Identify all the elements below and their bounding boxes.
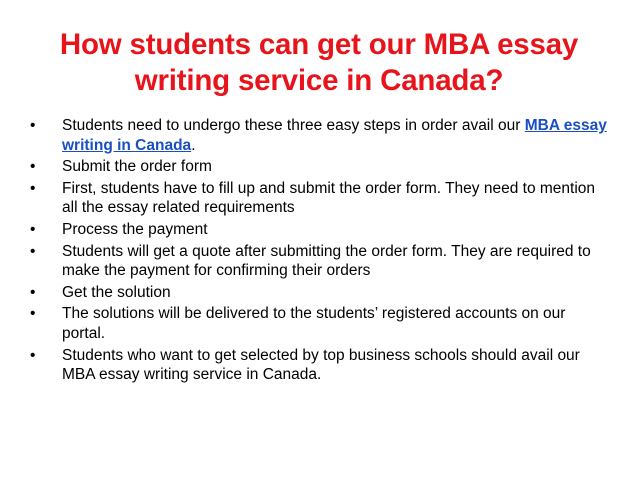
- bullet-icon: •: [30, 305, 36, 323]
- bullet-icon: •: [30, 179, 36, 197]
- list-item-text: Submit the order form: [62, 158, 212, 176]
- mba-essay-writing-link[interactable]: MBA essay writing in Canada: [62, 117, 607, 154]
- list-item: [30, 242, 610, 281]
- bullet-icon: •: [30, 158, 36, 176]
- list-item: [30, 346, 610, 385]
- list-item: [30, 220, 610, 240]
- bullet-icon: •: [30, 283, 36, 301]
- list-item-text: Students who want to get selected by top business schools should avail our MBA essay writing service in Canada.: [62, 346, 580, 384]
- list-item: [30, 179, 610, 218]
- list-item-text: Process the payment: [62, 220, 208, 238]
- list-item-text: Students will get a quote after submitting the order form. They are required to make the payment for confirming their orders: [62, 242, 591, 280]
- bullet-icon: •: [30, 220, 36, 238]
- list-item-text: First, students have to fill up and submit the order form. They need to mention all the essay related requirements: [62, 179, 596, 217]
- list-item-text: Students need to undergo these three easy steps in order avail our: [62, 117, 525, 134]
- bullet-icon: •: [30, 117, 36, 134]
- bullet-icon: •: [30, 346, 36, 364]
- list-item: [30, 304, 610, 343]
- bullet-list: [30, 116, 610, 387]
- list-item-text-end: .: [191, 136, 196, 154]
- bullet-icon: •: [30, 242, 36, 260]
- list-item: [30, 116, 610, 155]
- slide-title: How students can get our MBA essay writing service in Canada?: [59, 28, 579, 97]
- list-item-text: Get the solution: [62, 283, 171, 301]
- list-item-text: The solutions will be delivered to the students’ registered accounts on our portal.: [62, 305, 566, 342]
- list-item: [30, 283, 610, 303]
- list-item: [30, 157, 610, 177]
